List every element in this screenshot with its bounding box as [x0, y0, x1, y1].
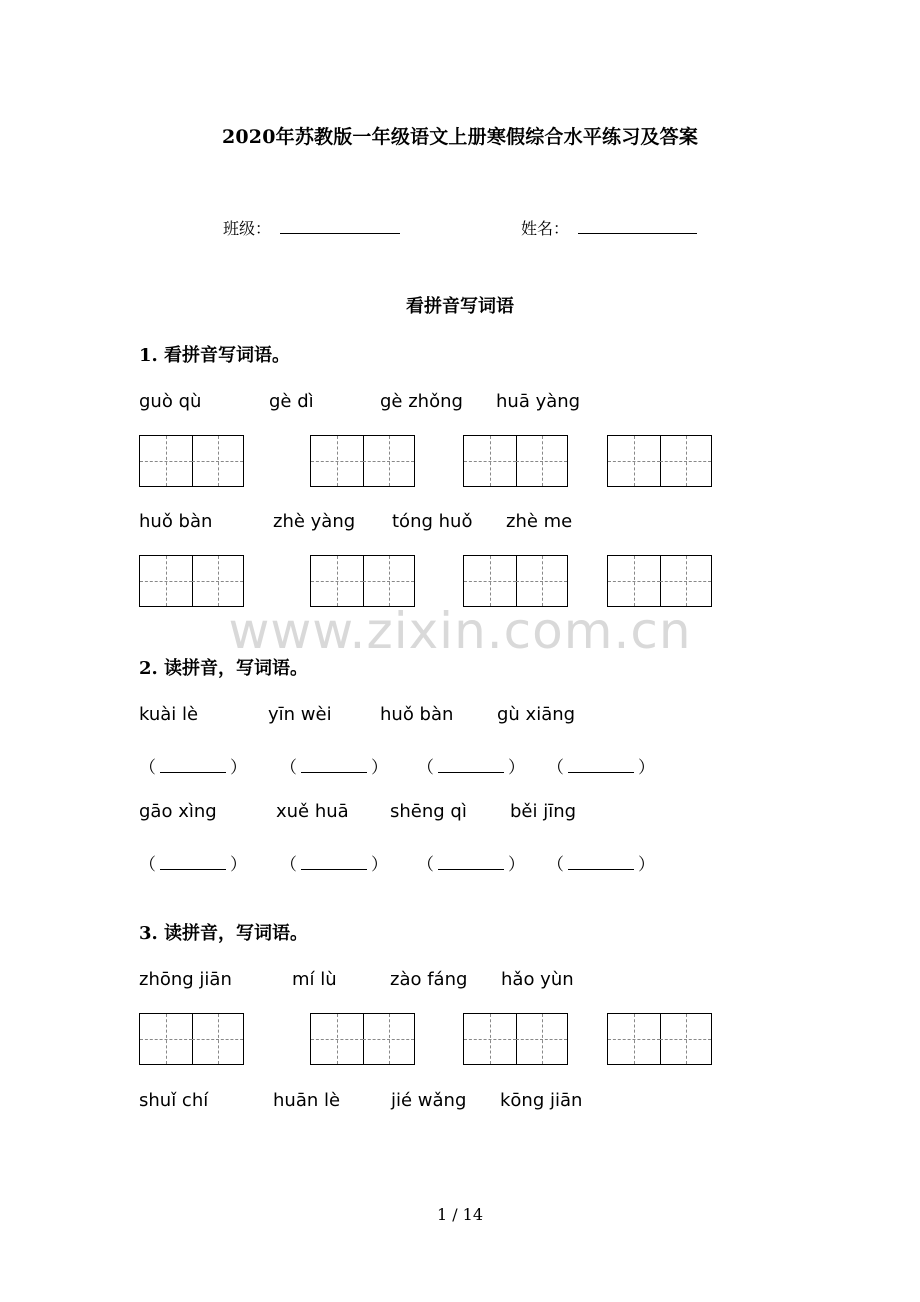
pinyin-item: shēng qì [390, 801, 467, 822]
answer-line [301, 855, 367, 870]
paren-open: （ [139, 855, 156, 875]
pinyin-item: tóng huǒ [392, 511, 473, 532]
pinyin-item: xuě huā [276, 801, 349, 822]
paren-open: （ [417, 758, 434, 778]
answer-blank[interactable] [280, 753, 388, 778]
answer-blank[interactable] [547, 850, 655, 875]
writing-grid[interactable] [310, 435, 415, 487]
document-title: 2020年苏教版一年级语文上册寒假综合水平练习及答案 [221, 126, 699, 148]
pinyin-item: yīn wèi [268, 704, 332, 725]
writing-grid[interactable] [310, 1013, 415, 1065]
answer-line [438, 758, 504, 773]
writing-grid[interactable] [139, 1013, 244, 1065]
writing-grid[interactable] [463, 555, 568, 607]
answer-blank[interactable] [139, 753, 247, 778]
answer-line [438, 855, 504, 870]
writing-grid[interactable] [463, 435, 568, 487]
paren-close: ） [371, 758, 388, 778]
section-title: 看拼音写词语 [406, 296, 514, 317]
answer-line [160, 855, 226, 870]
pinyin-item: shuǐ chí [139, 1090, 209, 1111]
writing-grid[interactable] [463, 1013, 568, 1065]
answer-line [301, 758, 367, 773]
question-1-label: 1. 看拼音写词语。 [139, 345, 291, 366]
pinyin-item: gè zhǒng [380, 391, 463, 412]
pinyin-item: zhè yàng [273, 511, 356, 532]
answer-line [160, 758, 226, 773]
answer-blank[interactable] [547, 753, 655, 778]
pinyin-item: guò qù [139, 391, 202, 412]
writing-grid[interactable] [607, 435, 712, 487]
paren-close: ） [638, 855, 655, 875]
pinyin-item: zhè me [506, 511, 573, 532]
pinyin-item: běi jīng [510, 801, 577, 822]
answer-blank[interactable] [417, 850, 525, 875]
pinyin-item: kōng jiān [500, 1090, 583, 1111]
answer-line [568, 758, 634, 773]
paren-open: （ [547, 855, 564, 875]
writing-grid[interactable] [139, 555, 244, 607]
watermark: www.zixin.com.cn [228, 602, 692, 660]
paren-open: （ [139, 758, 156, 778]
writing-grid[interactable] [139, 435, 244, 487]
paren-close: ） [508, 855, 525, 875]
writing-grid[interactable] [607, 555, 712, 607]
paren-open: （ [280, 758, 297, 778]
question-3-label: 3. 读拼音，写词语。 [139, 923, 309, 944]
pinyin-item: huā yàng [496, 391, 581, 412]
paren-open: （ [547, 758, 564, 778]
paren-close: ） [508, 758, 525, 778]
paren-close: ） [371, 855, 388, 875]
name-label: 姓名： [521, 219, 570, 238]
pinyin-item: gè dì [269, 391, 314, 412]
pinyin-item: mí lù [292, 969, 337, 990]
paren-close: ） [230, 758, 247, 778]
writing-grid[interactable] [310, 555, 415, 607]
paren-close: ） [230, 855, 247, 875]
pinyin-item: hǎo yùn [501, 969, 574, 990]
pinyin-item: gāo xìng [139, 801, 217, 822]
paren-open: （ [280, 855, 297, 875]
page-number: 1 / 14 [436, 1205, 484, 1224]
answer-blank[interactable] [280, 850, 388, 875]
writing-grid[interactable] [607, 1013, 712, 1065]
question-2-label: 2. 读拼音，写词语。 [139, 658, 309, 679]
answer-blank[interactable] [139, 850, 247, 875]
pinyin-item: huǒ bàn [139, 511, 213, 532]
pinyin-item: zhōng jiān [139, 969, 232, 990]
pinyin-item: huǒ bàn [380, 704, 454, 725]
answer-blank[interactable] [417, 753, 525, 778]
paren-close: ） [638, 758, 655, 778]
pinyin-item: huān lè [273, 1090, 341, 1111]
paren-open: （ [417, 855, 434, 875]
class-blank-line [280, 233, 400, 234]
name-blank-line [578, 233, 697, 234]
pinyin-item: zào fáng [390, 969, 468, 990]
pinyin-item: kuài lè [139, 704, 199, 725]
class-label: 班级： [223, 219, 272, 238]
answer-line [568, 855, 634, 870]
pinyin-item: gù xiāng [497, 704, 576, 725]
pinyin-item: jié wǎng [391, 1090, 467, 1111]
